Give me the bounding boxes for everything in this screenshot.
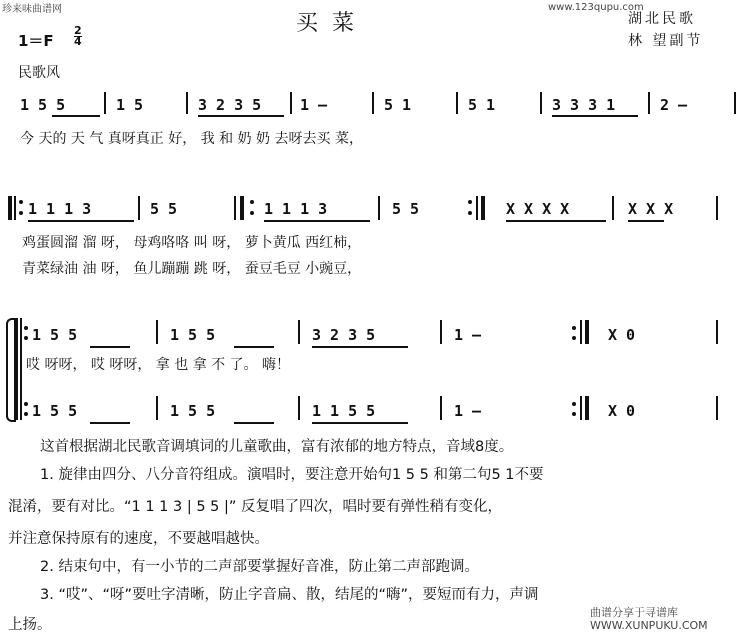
watermark-top: 珍来味曲谱网 [2, 4, 62, 15]
measure: 5 1 [384, 96, 412, 114]
lyrics-verse-2: 青菜绿油 油 呀， 鱼儿蹦蹦 跳 呀， 蚕豆毛豆 小豌豆， [22, 261, 362, 277]
measure: 3 2 3 5 [198, 96, 262, 114]
description-point-1: 1. 旋律由四分、八分音符组成。演唱时，要注意开始句1 5 5 和第二句5 1不要 [40, 467, 544, 483]
measure: X 0 [608, 326, 636, 344]
measure: 1 5 5 [170, 326, 216, 344]
measure: 1 5 [116, 96, 144, 114]
description-point-3: 3. “哎”、“呀”要吐字清晰，防止字音扁、散，结尾的“嗨”，要短而有力，声调 [40, 587, 539, 603]
lyrics-line: 今 天的 天 气 真呀真正 好， 我 和 奶 奶 去呀去买 菜， [20, 131, 363, 147]
time-signature: 2 4 [74, 24, 82, 48]
key-signature: 1＝F [18, 32, 54, 50]
lyrics-upper: 哎 呀呀， 哎 呀呀， 拿 也 拿 不 了。 嗨！ [26, 357, 291, 373]
measure: 1 5 5 [170, 402, 216, 420]
measure: 1 1 1 3 [28, 200, 92, 218]
description-point-1-cont: 混淆，要有对比。“1 1 1 3 | 5 5 |” 反复唱了四次，唱时要有弹性稍有变化， [8, 499, 503, 515]
measure: 1 5 5 [20, 96, 66, 114]
measure: 1 1 5 5 [312, 402, 376, 420]
measure: 1 5 5 [32, 326, 78, 344]
measure: 1 – [454, 402, 482, 420]
watermark-bottom: 曲谱分享于寻谱库 WWW.XUNPUKU.COM [590, 606, 708, 632]
measure: 1 – [454, 326, 482, 344]
measure: 1 5 5 [32, 402, 78, 420]
watermark-url: www.123qupu.com [548, 2, 644, 13]
measure: 1 – [300, 96, 328, 114]
credit-origin: 湖北民歌 [628, 11, 696, 27]
credit-arranger: 林 望副节 [628, 33, 704, 49]
measure: 3 3 3 1 [552, 96, 616, 114]
measure: 3 2 3 5 [312, 326, 376, 344]
song-title: 买菜 [296, 11, 369, 36]
measure: X X X [628, 200, 674, 218]
measure: 5 5 [392, 200, 420, 218]
measure: 1 1 1 3 [264, 200, 328, 218]
description-point-3-end: 上扬。 [8, 617, 52, 633]
measure: X 0 [608, 402, 636, 420]
description-point-2: 2. 结束句中，有一小节的二声部要掌握好音准，防止第二声部跑调。 [40, 559, 479, 575]
measure: X X X X [506, 200, 570, 218]
description-point-1-end: 并注意保持原有的速度，不要越唱越快。 [8, 531, 269, 547]
lyrics-verse-1: 鸡蛋圆溜 溜 呀， 母鸡咯咯 叫 呀， 萝卜黄瓜 西红柿， [22, 235, 362, 251]
style-marking: 民歌风 [18, 65, 60, 81]
measure: 5 5 [150, 200, 178, 218]
measure: 2 – [660, 96, 688, 114]
measure: 5 1 [468, 96, 496, 114]
description-intro: 这首根据湖北民歌音调填词的儿童歌曲，富有浓郁的地方特点，音域8度。 [40, 439, 514, 455]
